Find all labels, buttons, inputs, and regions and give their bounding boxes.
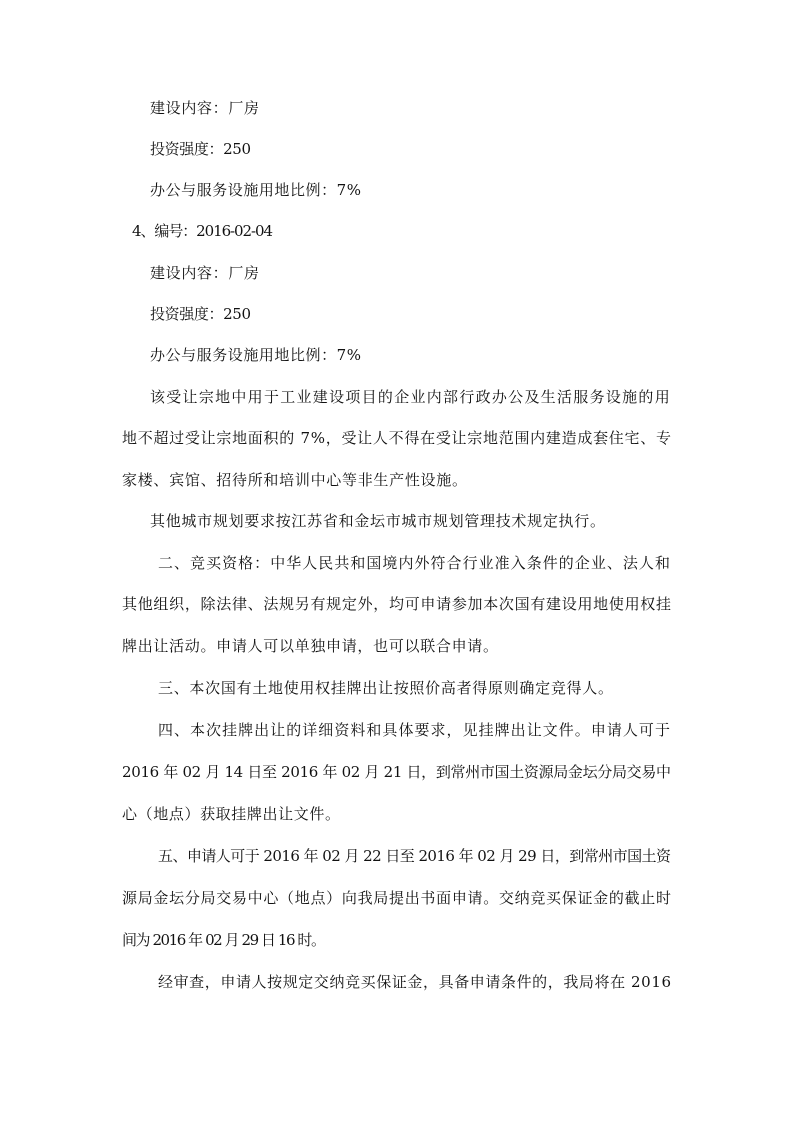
text-line: 家楼、宾馆、招待所和培训中心等非生产性设施。	[122, 471, 468, 489]
text-line: 心（地点）获取挂牌出让文件。	[122, 805, 341, 823]
text-line: 4、编号：2016-02-04	[132, 222, 272, 240]
text-line: 投资强度：250	[150, 305, 251, 323]
text-line: 源局金坛分局交易中心（地点）向我局提出书面申请。交纳竞买保证金的截止时	[122, 889, 672, 907]
text-line: 牌出让活动。申请人可以单独申请，也可以联合申请。	[122, 637, 499, 655]
text-line: 投资强度：250	[150, 140, 251, 158]
text-line: 四、本次挂牌出让的详细资料和具体要求，见挂牌出让文件。申请人可于	[158, 721, 671, 739]
text-line: 三、本次国有土地使用权挂牌出让按照价高者得原则确定竞得人。	[158, 679, 614, 697]
text-line: 建设内容：厂房	[150, 99, 260, 117]
text-line: 其他城市规划要求按江苏省和金坛市城市规划管理技术规定执行。	[150, 512, 606, 530]
text-line: 五、申请人可于 2016 年 02 月 22 日至 2016 年 02 月 29 日，到常州市国土资	[158, 847, 671, 865]
text-line: 2016 年 02 月 14 日至 2016 年 02 月 21 日，到常州市国土资源局金坛分局交易中	[122, 763, 671, 781]
text-line: 二、竞买资格：中华人民共和国境内外符合行业准入条件的企业、法人和	[158, 554, 671, 572]
text-line: 办公与服务设施用地比例：7%	[150, 181, 362, 199]
text-line: 该受让宗地中用于工业建设项目的企业内部行政办公及生活服务设施的用	[150, 388, 671, 406]
text-line: 其他组织，除法律、法规另有规定外，均可申请参加本次国有建设用地使用权挂	[122, 595, 672, 613]
text-line: 办公与服务设施用地比例：7%	[150, 346, 362, 364]
text-line: 地不超过受让宗地面积的 7%，受让人不得在受让宗地范围内建造成套住宅、专	[122, 429, 672, 447]
text-line: 间为 2016 年 02 月 29 日 16 时。	[122, 931, 325, 949]
text-line: 建设内容：厂房	[150, 264, 260, 282]
text-line: 经审查，申请人按规定交纳竞买保证金，具备申请条件的，我局将在 2016	[158, 973, 672, 991]
